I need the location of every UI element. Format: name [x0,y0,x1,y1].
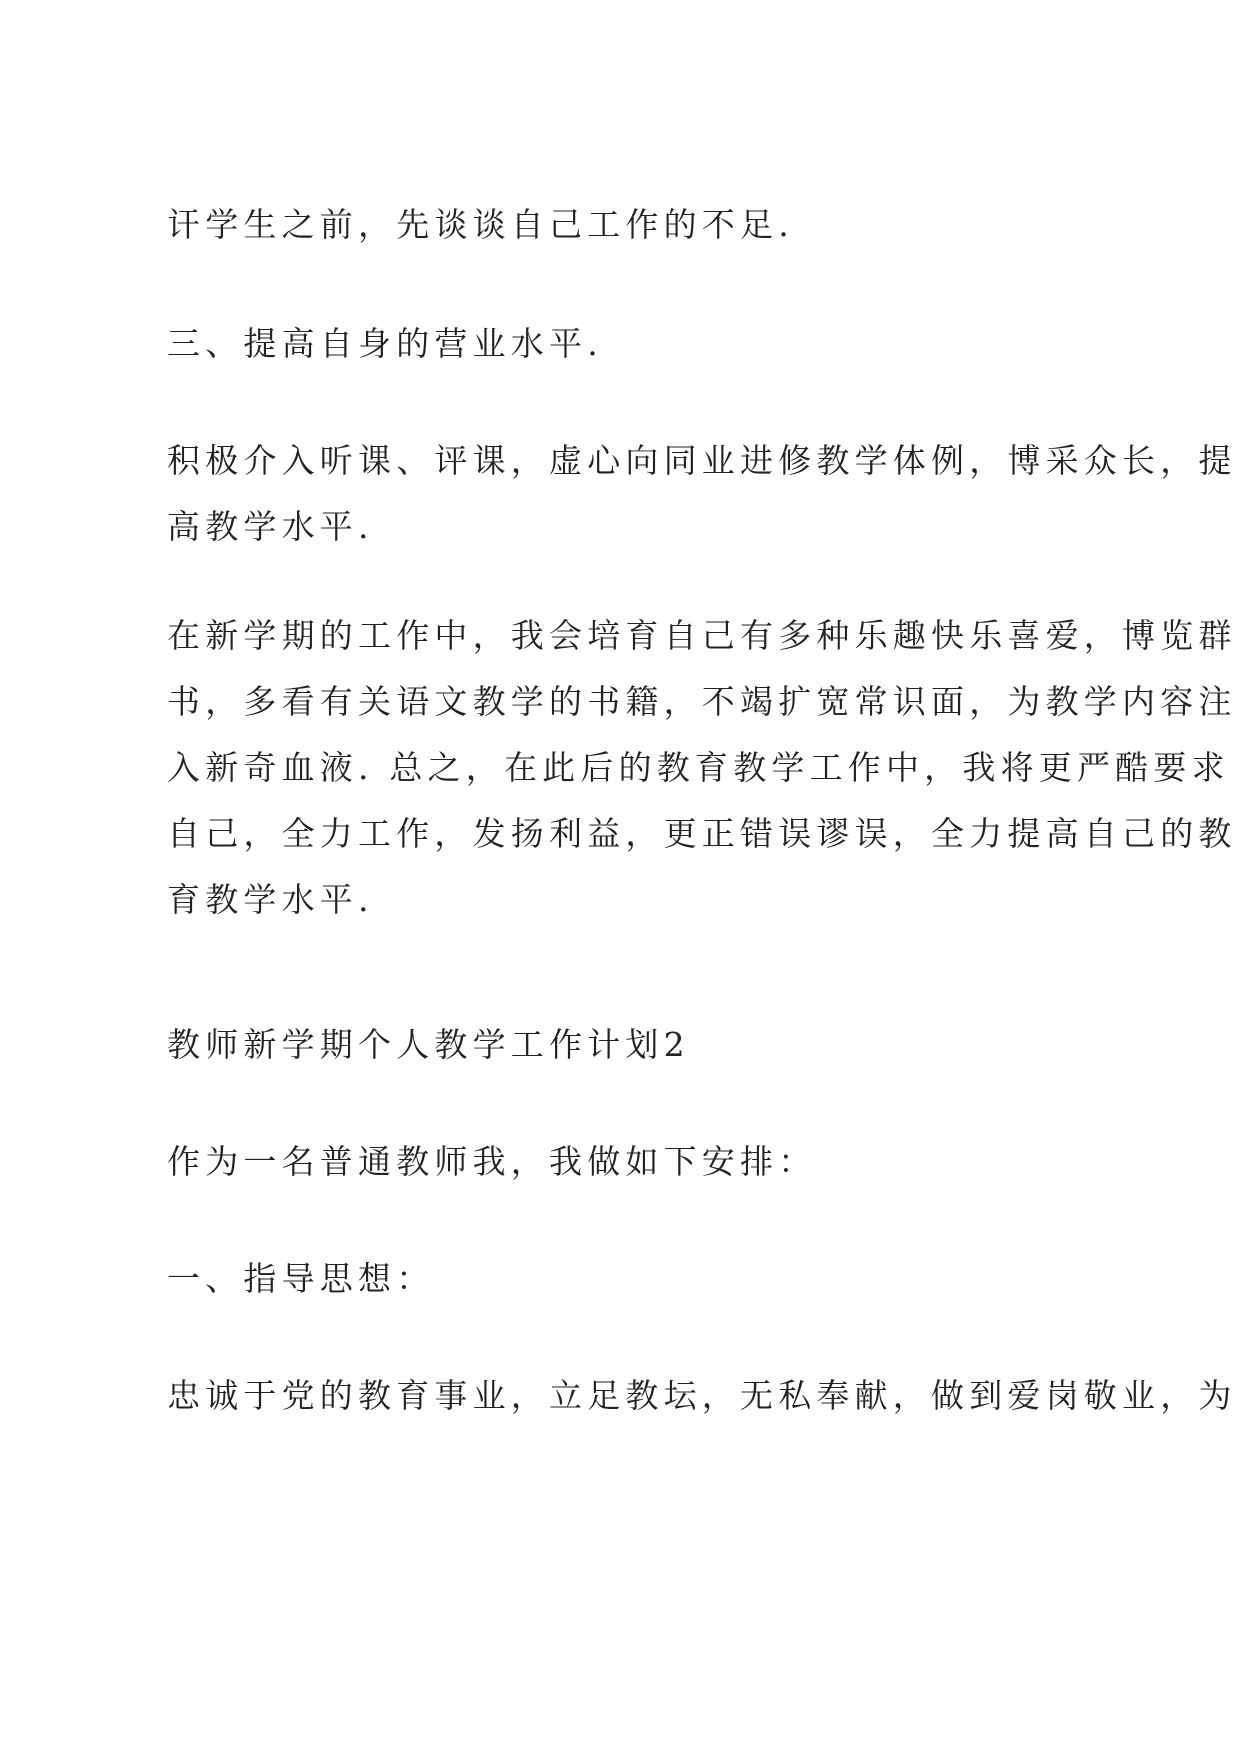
text-line: 三、提高自身的营业水平. [167,324,603,363]
text-line: 高教学水平. [167,507,374,546]
text-line: 作为一名普通教师我，我做如下安排： [167,1142,817,1181]
text-line: 育教学水平. [167,880,374,919]
text-line: 忠诚于党的教育事业，立足教坛，无私奉献，做到爱岗敬业，为 [167,1376,1237,1415]
paragraph-6 [167,1129,1097,1195]
section-heading-1 [167,1246,1097,1312]
paragraph-4 [167,603,1237,933]
paragraph-1 [167,192,1097,258]
paragraph-3 [167,428,1237,560]
section-heading-3 [167,311,1097,377]
text-line: 讦学生之前，先谈谈自己工作的不足. [167,205,794,244]
plan-title [167,1012,1097,1078]
text-line: 一、指导思想： [167,1259,435,1298]
text-line: 教师新学期个人教学工作计划2 [167,1025,690,1064]
text-line: 书，多看有关语文教学的书籍，不竭扩宽常识面，为教学内容注 [167,682,1237,721]
text-line: 在新学期的工作中，我会培育自己有多种乐趣快乐喜爱，博览群 [167,616,1237,655]
text-line: 积极介入听课、评课，虚心向同业进修教学体例，博采众长，提 [167,441,1237,480]
text-line: 入新奇血液. 总之，在此后的教育教学工作中，我将更严酷要求 [167,748,1230,787]
paragraph-8 [167,1363,1237,1429]
text-line: 自己，全力工作，发扬利益，更正错误谬误，全力提高自己的教 [167,814,1237,853]
